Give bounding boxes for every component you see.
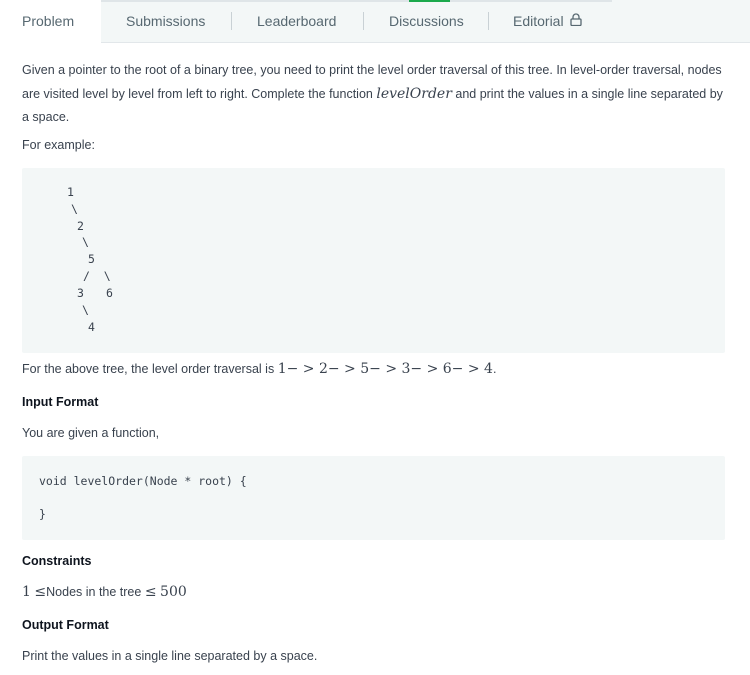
function-name: levelOrder xyxy=(376,85,452,102)
tab-editorial-label: Editorial xyxy=(513,13,564,29)
tree-edge: \ xyxy=(82,303,89,317)
tree-edge: \ xyxy=(82,235,89,249)
tree-edge: \ xyxy=(71,202,78,216)
code-line: void levelOrder(Node * root) { xyxy=(39,474,247,488)
tree-node: 3 xyxy=(77,286,84,300)
tree-node: 2 xyxy=(77,219,84,233)
tab-editorial[interactable] xyxy=(513,0,582,42)
tab-divider xyxy=(488,12,489,30)
tab-problem[interactable] xyxy=(0,0,101,43)
tab-bar xyxy=(0,0,750,43)
traversal-text: For the above tree, the level order traversal is xyxy=(22,362,278,376)
tree-node: 4 xyxy=(88,320,95,334)
tab-discussions[interactable] xyxy=(389,0,464,42)
tab-leaderboard[interactable] xyxy=(257,0,336,42)
constraint-label: Nodes in the tree xyxy=(46,585,142,599)
lock-icon xyxy=(570,0,582,42)
intro-text-end: and print the values in a single line separated by a space. xyxy=(22,86,723,124)
tree-node: 6 xyxy=(106,286,113,300)
input-format-text: You are given a function, xyxy=(22,426,160,440)
tab-submissions[interactable] xyxy=(126,0,205,42)
traversal-sentence xyxy=(22,358,725,382)
constraint-min: 1 xyxy=(22,584,31,600)
le-symbol: ≤ xyxy=(34,584,47,600)
le-symbol: ≤ xyxy=(144,584,157,600)
code-line: } xyxy=(39,507,46,521)
for-example-label: For example: xyxy=(22,138,95,152)
traversal-end: . xyxy=(492,362,497,376)
tree-node: 5 xyxy=(88,252,95,266)
tab-divider xyxy=(231,12,232,30)
code-signature-box xyxy=(22,456,725,540)
tree-example-box xyxy=(22,168,725,353)
tree-edge: / \ xyxy=(83,269,111,283)
tree-node: 1 xyxy=(67,185,74,199)
tab-problem-label: Problem xyxy=(22,13,75,29)
tab-leaderboard-label: Leaderboard xyxy=(257,13,337,29)
intro-paragraph xyxy=(22,59,725,130)
constraint-max: 500 xyxy=(160,584,187,600)
tab-discussions-label: Discussions xyxy=(389,13,464,29)
tab-divider xyxy=(363,12,364,30)
constraints-text xyxy=(22,581,725,605)
input-format-heading: Input Format xyxy=(22,395,99,409)
output-format-heading: Output Format xyxy=(22,618,109,632)
output-format-text: Print the values in a single line separated by a space. xyxy=(22,649,318,663)
intro-text: Given a pointer to the root of a binary tree, you need to print the level order traversal of this tree. In level-order traversal, nodes are visited level by level from left to right. Complete the function xyxy=(22,63,722,101)
tab-submissions-label: Submissions xyxy=(126,13,206,29)
traversal-value: 1− > 2− > 5− > 3− > 6− > 4 xyxy=(277,361,493,377)
constraints-heading: Constraints xyxy=(22,554,92,568)
